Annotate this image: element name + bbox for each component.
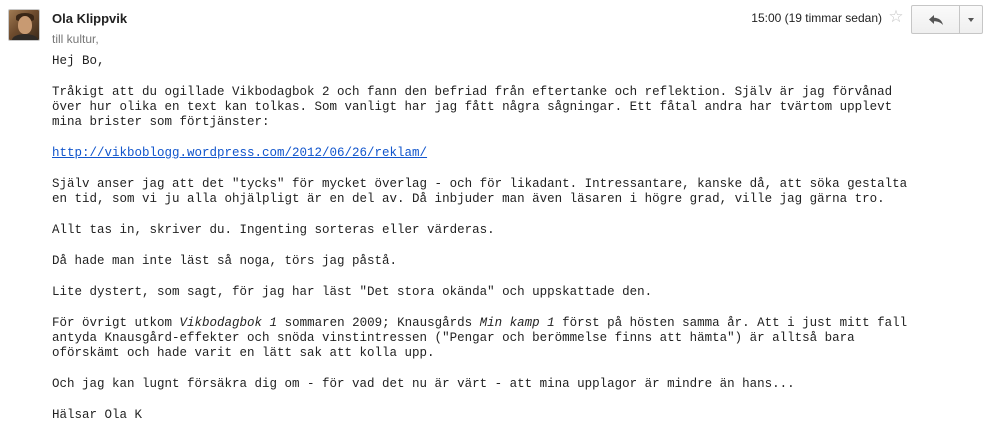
paragraph-2-line-1: Själv anser jag att det "tycks" för mycket överlag - och för likadant. Intressantare, kanske då, att söka gestalta bbox=[52, 177, 908, 191]
caret-down-icon bbox=[968, 18, 974, 22]
recipient-line[interactable]: till kultur, bbox=[52, 32, 99, 46]
paragraph-6-line-3: oförskämt och hade varit en lätt sak att kolla upp. bbox=[52, 346, 435, 360]
paragraph-2-line-2: en tid, som vi ju alla ohjälpligt är en del av. Då inbjuder man även läsaren i högre grad, ville jag gärna tro. bbox=[52, 192, 885, 206]
paragraph-6-text-a: För övrigt utkom bbox=[52, 316, 180, 330]
link-paragraph bbox=[52, 146, 982, 161]
reply-button[interactable] bbox=[912, 6, 960, 33]
paragraph-6 bbox=[52, 316, 982, 361]
message-timestamp: 15:00 (19 timmar sedan) bbox=[751, 11, 882, 25]
paragraph-7: Och jag kan lugnt försäkra dig om - för vad det nu är värt - att mina upplagor är mindre än hans... bbox=[52, 377, 795, 391]
book-title-min-kamp: Min kamp 1 bbox=[479, 316, 555, 330]
paragraph-2 bbox=[52, 177, 982, 207]
sender-avatar[interactable] bbox=[8, 9, 40, 41]
paragraph-1-line-1: Tråkigt att du ogillade Vikbodagbok 2 och fann den befriad från eftertanke och reflektion. Själv är jag förvånad bbox=[52, 85, 893, 99]
blog-link[interactable]: http://vikboblogg.wordpress.com/2012/06/26/reklam/ bbox=[52, 146, 428, 160]
paragraph-4: Då hade man inte läst så noga, törs jag påstå. bbox=[52, 254, 398, 268]
paragraph-6-text-e: först på hösten samma år. Att i just mitt fall bbox=[554, 316, 908, 330]
paragraph-1-line-3: mina brister som förtjänster: bbox=[52, 115, 270, 129]
signature: Hälsar Ola K bbox=[52, 408, 143, 422]
star-icon[interactable]: ☆ bbox=[888, 7, 904, 26]
greeting: Hej Bo, bbox=[52, 54, 105, 68]
reply-arrow-icon bbox=[928, 14, 944, 26]
paragraph-6-line-2: antyda Knausgård-effekter och snöda vinstintressen ("Pengar och berömmelse finns att hämta") är alltså bara bbox=[52, 331, 855, 345]
more-actions-button[interactable] bbox=[960, 6, 982, 33]
paragraph-6-text-c: sommaren 2009; Knausgårds bbox=[277, 316, 480, 330]
avatar-face bbox=[18, 16, 32, 34]
paragraph-1 bbox=[52, 85, 982, 130]
paragraph-1-line-2: över hur olika en text kan tolkas. Som vanligt har jag fått några sågningar. Ett fåtal andra har tvärtom upplevt bbox=[52, 100, 893, 114]
sender-name[interactable]: Ola Klippvik bbox=[52, 11, 128, 26]
reply-button-group bbox=[911, 5, 983, 34]
paragraph-3: Allt tas in, skriver du. Ingenting sorteras eller värderas. bbox=[52, 223, 495, 237]
message-body bbox=[52, 54, 982, 439]
book-title-vikbodagbok: Vikbodagbok 1 bbox=[179, 316, 278, 330]
paragraph-5: Lite dystert, som sagt, för jag har läst "Det stora okända" och uppskattade den. bbox=[52, 285, 653, 299]
avatar-shoulders bbox=[12, 34, 38, 41]
